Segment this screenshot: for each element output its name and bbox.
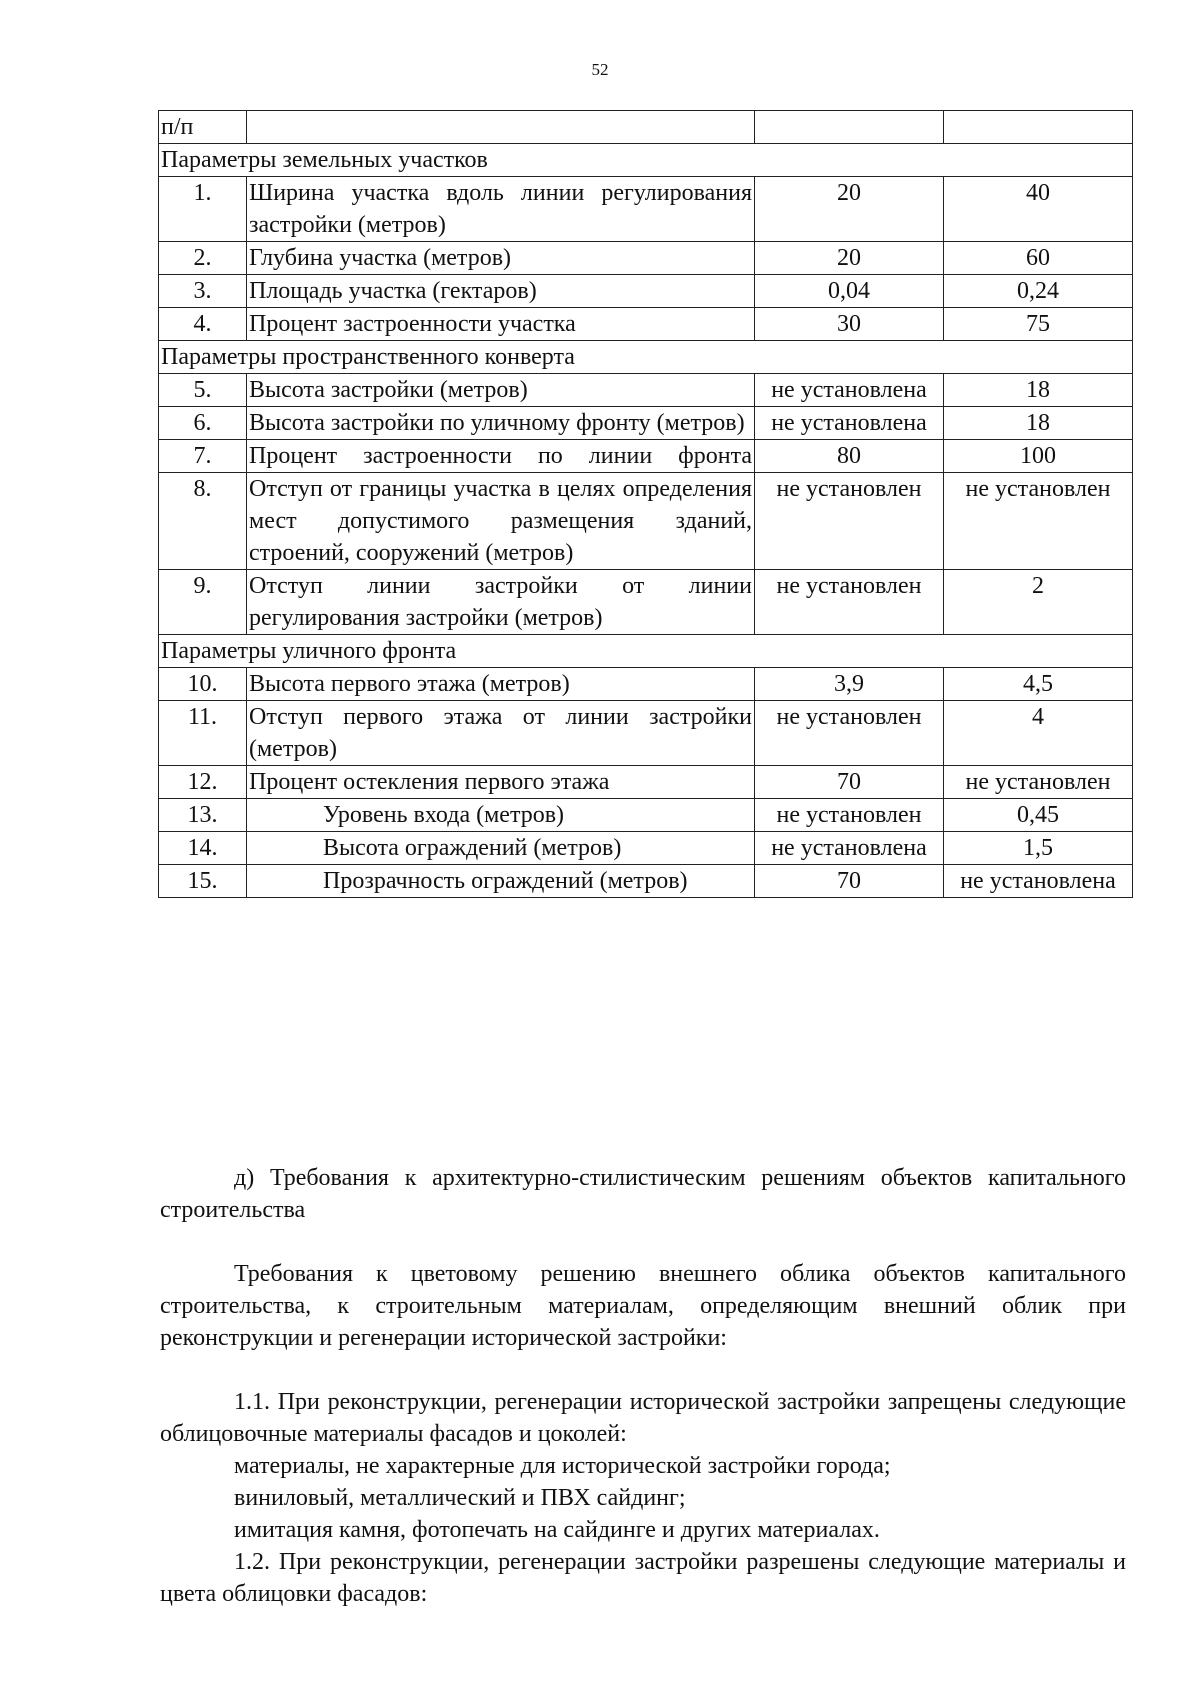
- row-parameter: Ширина участка вдоль линии регулирования застройки (метров): [247, 177, 755, 242]
- row-parameter: Высота застройки (метров): [247, 374, 755, 407]
- section-row: [159, 635, 1133, 668]
- row-parameter: Процент застроенности по линии фронта: [247, 440, 755, 473]
- row-number: 5.: [159, 374, 247, 407]
- row-min-value: 20: [755, 242, 944, 275]
- table-row: [159, 242, 1133, 275]
- row-max-value: 18: [944, 407, 1133, 440]
- table-row: [159, 570, 1133, 635]
- row-number: 4.: [159, 308, 247, 341]
- table-row: [159, 832, 1133, 865]
- row-number: 11.: [159, 701, 247, 766]
- table-row: [159, 799, 1133, 832]
- row-parameter: Уровень входа (метров): [247, 799, 755, 832]
- row-min-value: не установлена: [755, 374, 944, 407]
- row-number: 9.: [159, 570, 247, 635]
- table-row: [159, 177, 1133, 242]
- header-name: [247, 111, 755, 144]
- row-min-value: 70: [755, 766, 944, 799]
- row-max-value: 4,5: [944, 668, 1133, 701]
- row-max-value: не установлен: [944, 766, 1133, 799]
- row-min-value: 3,9: [755, 668, 944, 701]
- paragraph-item-1-2: 1.2. При реконструкции, регенерации застройки разрешены следующие материалы и цвета облицовки фасадов:: [160, 1549, 1126, 1607]
- table-row: [159, 440, 1133, 473]
- row-number: 3.: [159, 275, 247, 308]
- row-max-value: не установлена: [944, 865, 1133, 898]
- row-max-value: 0,45: [944, 799, 1133, 832]
- row-max-value: 75: [944, 308, 1133, 341]
- table-row: [159, 668, 1133, 701]
- table-header-row: [159, 111, 1133, 144]
- row-number: 8.: [159, 473, 247, 570]
- table-row: [159, 275, 1133, 308]
- row-max-value: 100: [944, 440, 1133, 473]
- table-row: [159, 766, 1133, 799]
- row-max-value: не установлен: [944, 473, 1133, 570]
- parameters-table: [158, 110, 1133, 898]
- row-min-value: не установлен: [755, 799, 944, 832]
- row-number: 6.: [159, 407, 247, 440]
- row-number: 1.: [159, 177, 247, 242]
- row-number: 10.: [159, 668, 247, 701]
- row-number: 2.: [159, 242, 247, 275]
- row-max-value: 60: [944, 242, 1133, 275]
- section-title: Параметры уличного фронта: [159, 635, 1133, 668]
- row-parameter: Процент застроенности участка: [247, 308, 755, 341]
- row-max-value: 18: [944, 374, 1133, 407]
- section-title: Параметры земельных участков: [159, 144, 1133, 177]
- row-number: 15.: [159, 865, 247, 898]
- table-row: [159, 308, 1133, 341]
- row-min-value: 70: [755, 865, 944, 898]
- row-number: 7.: [159, 440, 247, 473]
- row-min-value: 30: [755, 308, 944, 341]
- row-parameter: Высота первого этажа (метров): [247, 668, 755, 701]
- row-max-value: 4: [944, 701, 1133, 766]
- row-parameter: Высота ограждений (метров): [247, 832, 755, 865]
- row-parameter: Процент остекления первого этажа: [247, 766, 755, 799]
- page-number: 52: [591, 60, 609, 79]
- header-num: п/п: [159, 111, 247, 144]
- paragraph-item-1-1: 1.1. При реконструкции, регенерации исторической застройки запрещены следующие облицовочные материалы фасадов и цоколей:: [160, 1389, 1126, 1447]
- section-row: [159, 144, 1133, 177]
- header-max: [944, 111, 1133, 144]
- row-min-value: 80: [755, 440, 944, 473]
- row-max-value: 40: [944, 177, 1133, 242]
- table-row: [159, 407, 1133, 440]
- list-item-1: материалы, не характерные для исторической застройки города;: [234, 1453, 891, 1479]
- row-min-value: не установлен: [755, 701, 944, 766]
- header-min: [755, 111, 944, 144]
- table-row: [159, 473, 1133, 570]
- row-parameter: Прозрачность ограждений (метров): [247, 865, 755, 898]
- row-max-value: 2: [944, 570, 1133, 635]
- row-number: 12.: [159, 766, 247, 799]
- table-row: [159, 374, 1133, 407]
- heading-d: д) Требования к архитектурно-стилистическим решениям объектов капитального строительства: [160, 1165, 1126, 1223]
- paragraph-color-requirements: Требования к цветовому решению внешнего облика объектов капитального строительства, к строительным материалам, определяющим внешний облик при реконструкции и регенерации исторической застройки:: [160, 1261, 1126, 1351]
- row-parameter: Глубина участка (метров): [247, 242, 755, 275]
- row-parameter: Отступ первого этажа от линии застройки (метров): [247, 701, 755, 766]
- list-item-3: имитация камня, фотопечать на сайдинге и других материалах.: [234, 1517, 880, 1543]
- table-row: [159, 701, 1133, 766]
- row-min-value: 0,04: [755, 275, 944, 308]
- section-title: Параметры пространственного конверта: [159, 341, 1133, 374]
- row-min-value: 20: [755, 177, 944, 242]
- row-min-value: не установлен: [755, 570, 944, 635]
- row-parameter: Высота застройки по уличному фронту (метров): [247, 407, 755, 440]
- row-number: 14.: [159, 832, 247, 865]
- row-min-value: не установлена: [755, 407, 944, 440]
- row-parameter: Площадь участка (гектаров): [247, 275, 755, 308]
- row-min-value: не установлен: [755, 473, 944, 570]
- section-row: [159, 341, 1133, 374]
- row-parameter: Отступ от границы участка в целях определения мест допустимого размещения зданий, строений, сооружений (метров): [247, 473, 755, 570]
- row-number: 13.: [159, 799, 247, 832]
- row-max-value: 0,24: [944, 275, 1133, 308]
- table-row: [159, 865, 1133, 898]
- row-max-value: 1,5: [944, 832, 1133, 865]
- list-item-2: виниловый, металлический и ПВХ сайдинг;: [234, 1485, 686, 1511]
- row-min-value: не установлена: [755, 832, 944, 865]
- row-parameter: Отступ линии застройки от линии регулирования застройки (метров): [247, 570, 755, 635]
